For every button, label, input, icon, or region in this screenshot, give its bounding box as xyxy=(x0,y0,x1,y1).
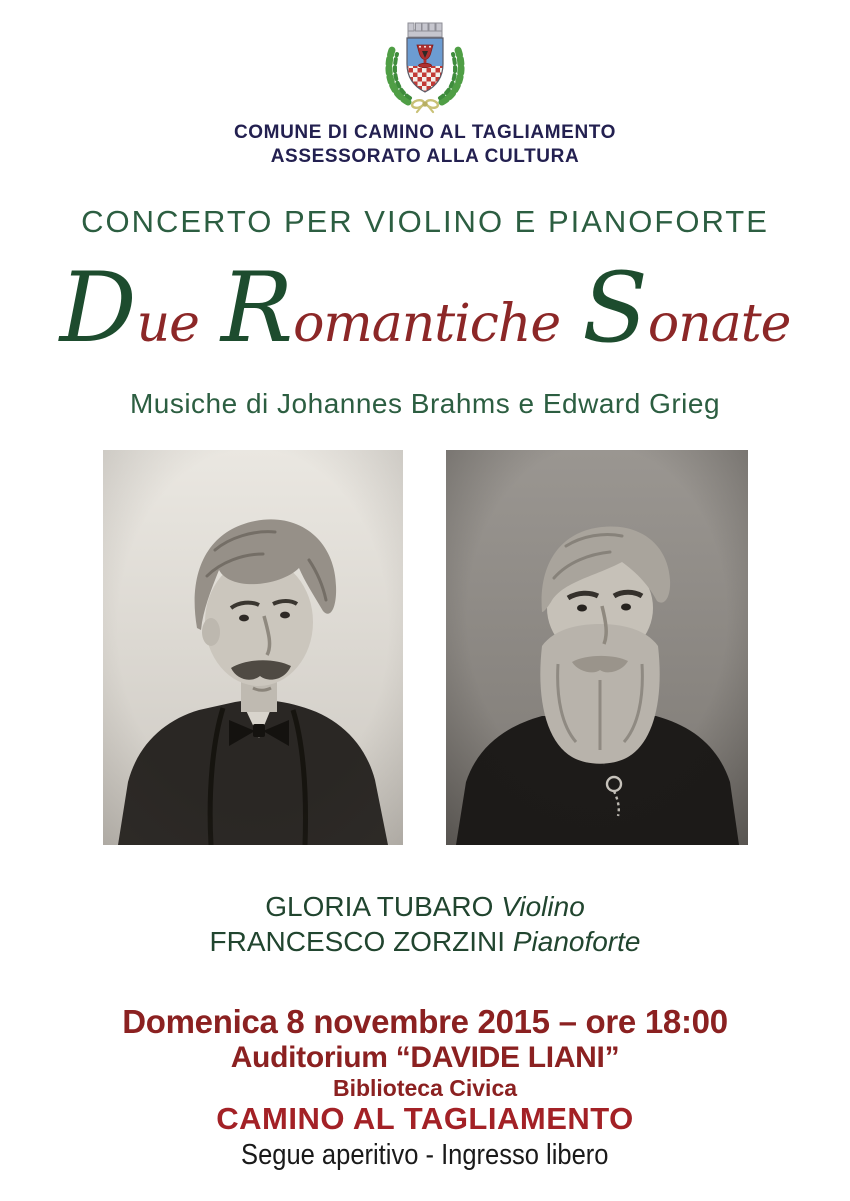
title-rest: omantiche xyxy=(293,294,561,354)
grieg-portrait-photo xyxy=(103,450,403,845)
composers-subtitle: Musiche di Johannes Brahms e Edward Grieg xyxy=(129,388,721,419)
performer-instrument: Violino xyxy=(501,891,585,922)
title-cap: D xyxy=(59,252,137,364)
municipality-heading xyxy=(0,121,850,169)
municipality-line2: ASSESSORATO ALLA CULTURA xyxy=(270,146,580,167)
event-footer-text: Segue aperitivo - Ingresso libero xyxy=(241,1139,609,1171)
title-cap: R xyxy=(220,252,294,364)
brahms-portrait-photo xyxy=(446,450,748,845)
event-details-block xyxy=(0,1003,850,1174)
portrait-photos-row xyxy=(0,450,850,845)
municipality-line1: COMUNE DI CAMINO AL TAGLIAMENTO xyxy=(233,122,617,143)
concert-title xyxy=(0,238,850,400)
event-building-line: Biblioteca Civica xyxy=(332,1075,518,1101)
performer-line-piano xyxy=(0,924,850,959)
performers-block xyxy=(0,889,850,959)
title-word-due xyxy=(59,252,199,364)
title-rest: ue xyxy=(136,294,199,354)
event-date-line: Domenica 8 novembre 2015 – ore 18:00 xyxy=(122,1003,728,1040)
performer-name: FRANCESCO ZORZINI xyxy=(209,926,506,957)
event-venue-line: Auditorium “DAVIDE LIANI” xyxy=(230,1041,620,1074)
title-word-romantiche xyxy=(220,252,561,364)
event-town-line: CAMINO AL TAGLIAMENTO xyxy=(216,1101,634,1136)
title-word-sonate xyxy=(582,252,791,364)
event-footer-line xyxy=(0,1136,850,1174)
municipal-coat-of-arms-icon xyxy=(377,14,473,114)
concert-kicker: CONCERTO PER VIOLINO E PIANOFORTE xyxy=(81,204,769,239)
performer-instrument: Pianoforte xyxy=(512,926,641,957)
title-rest: onate xyxy=(647,294,791,354)
crest-container xyxy=(0,14,850,114)
title-cap: S xyxy=(582,252,648,364)
performer-line-violin xyxy=(0,889,850,924)
performer-name: GLORIA TUBARO xyxy=(265,891,494,922)
